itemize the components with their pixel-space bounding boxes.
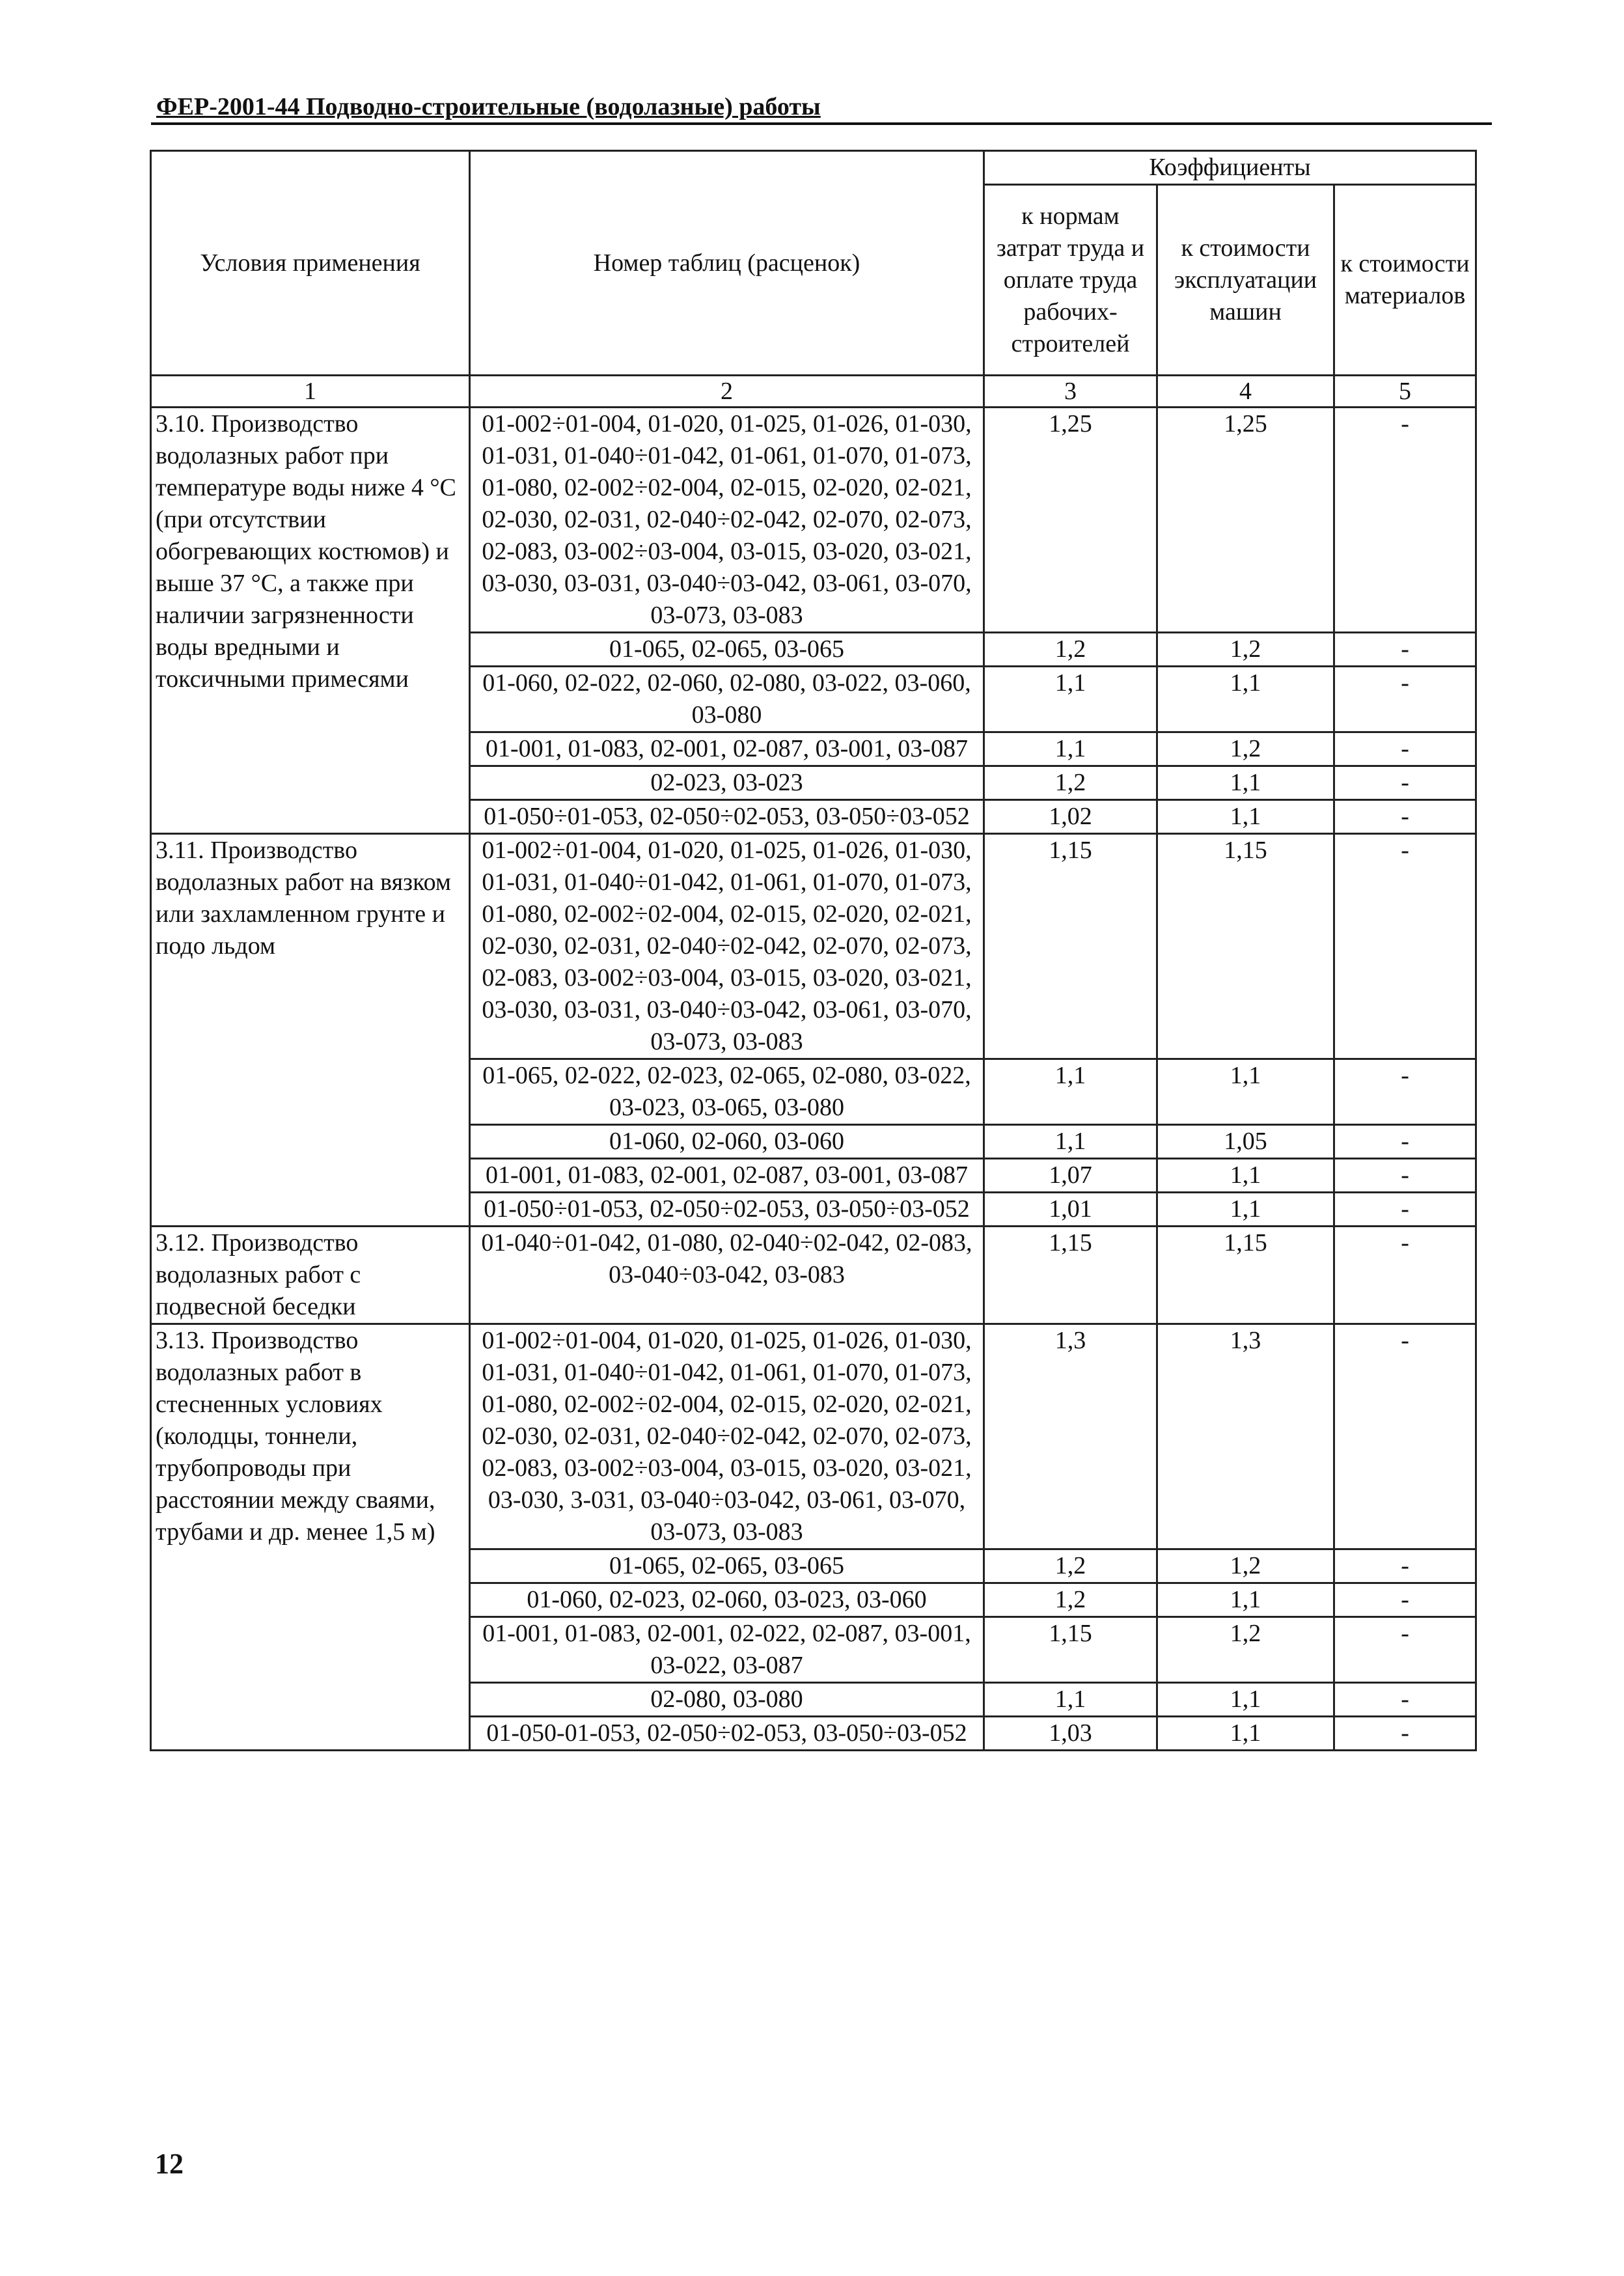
k-machines-cell: 1,25 — [1157, 408, 1334, 633]
table-numbers-cell: 01-050÷01-053, 02-050÷02-053, 03-050÷03-052 — [470, 1193, 984, 1227]
k-labor-cell: 1,15 — [984, 1227, 1157, 1324]
column-number: 3 — [984, 376, 1157, 408]
k-labor-cell: 1,2 — [984, 766, 1157, 800]
k-materials-cell: - — [1334, 1583, 1476, 1617]
k-materials-cell: - — [1334, 1193, 1476, 1227]
k-materials-cell: - — [1334, 1617, 1476, 1683]
table-numbers-cell: 01-065, 02-022, 02-023, 02-065, 02-080, 03-022, 03-023, 03-065, 03-080 — [470, 1059, 984, 1125]
k-machines-cell: 1,1 — [1157, 800, 1334, 834]
coefficients-table — [150, 150, 1477, 1751]
k-machines-cell: 1,1 — [1157, 1059, 1334, 1125]
table-numbers-cell: 01-060, 02-022, 02-060, 02-080, 03-022, 03-060, 03-080 — [470, 667, 984, 732]
column-number-row — [151, 376, 1476, 408]
k-labor-cell: 1,2 — [984, 1549, 1157, 1583]
k-machines-cell: 1,1 — [1157, 1583, 1334, 1617]
coefficients-table-container — [150, 150, 1475, 1751]
k-materials-cell: - — [1334, 633, 1476, 667]
header-table-numbers: Номер таблиц (расценок) — [470, 151, 984, 376]
header-k-labor: к нормам затрат труда и оплате труда рабочих-строителей — [984, 185, 1157, 376]
table-numbers-cell: 01-060, 02-023, 02-060, 03-023, 03-060 — [470, 1583, 984, 1617]
condition-cell: 3.13. Производство водолазных работ в стесненных условиях (колодцы, тоннели, трубопроводы при расстоянии между сваями, трубами и др. менее 1,5 м) — [151, 1324, 470, 1751]
k-labor-cell: 1,1 — [984, 1059, 1157, 1125]
k-machines-cell: 1,1 — [1157, 1717, 1334, 1751]
table-numbers-cell: 01-002÷01-004, 01-020, 01-025, 01-026, 01-030, 01-031, 01-040÷01-042, 01-061, 01-070, 01-073, 01-080, 02-002÷02-004, 02-015, 02-020, 02-021, 02-030, 02-031, 02-040÷02-042, 02-070, 02-073, 02-083, 03-002÷03-004, 03-015, 03-020, 03-021, 03-030, 03-031, 03-040÷03-042, 03-061, 03-070, 03-073, 03-083 — [470, 834, 984, 1059]
k-machines-cell: 1,05 — [1157, 1125, 1334, 1159]
column-number: 2 — [470, 376, 984, 408]
table-numbers-cell: 01-001, 01-083, 02-001, 02-087, 03-001, 03-087 — [470, 1159, 984, 1193]
k-materials-cell: - — [1334, 1717, 1476, 1751]
column-number: 1 — [151, 376, 470, 408]
k-machines-cell: 1,2 — [1157, 1549, 1334, 1583]
k-materials-cell: - — [1334, 766, 1476, 800]
k-labor-cell: 1,07 — [984, 1159, 1157, 1193]
k-materials-cell: - — [1334, 800, 1476, 834]
k-labor-cell: 1,25 — [984, 408, 1157, 633]
k-machines-cell: 1,3 — [1157, 1324, 1334, 1549]
table-numbers-cell: 01-050-01-053, 02-050÷02-053, 03-050÷03-052 — [470, 1717, 984, 1751]
table-numbers-cell: 01-040÷01-042, 01-080, 02-040÷02-042, 02-083, 03-040÷03-042, 03-083 — [470, 1227, 984, 1324]
k-materials-cell: - — [1334, 1683, 1476, 1717]
k-machines-cell: 1,15 — [1157, 1227, 1334, 1324]
table-numbers-cell: 02-023, 03-023 — [470, 766, 984, 800]
k-machines-cell: 1,15 — [1157, 834, 1334, 1059]
header-coefficients: Коэффициенты — [984, 151, 1476, 185]
k-labor-cell: 1,2 — [984, 633, 1157, 667]
k-machines-cell: 1,1 — [1157, 667, 1334, 732]
table-numbers-cell: 01-001, 01-083, 02-001, 02-087, 03-001, 03-087 — [470, 732, 984, 766]
condition-cell: 3.10. Производство водолазных работ при температуре воды ниже 4 °С (при отсутствии обогревающих костюмов) и выше 37 °С, а также при наличии загрязненности воды вредными и токсичными примесями — [151, 408, 470, 834]
table-numbers-cell: 01-065, 02-065, 03-065 — [470, 633, 984, 667]
table-numbers-cell: 01-002÷01-004, 01-020, 01-025, 01-026, 01-030, 01-031, 01-040÷01-042, 01-061, 01-070, 01-073, 01-080, 02-002÷02-004, 02-015, 02-020, 02-021, 02-030, 02-031, 02-040÷02-042, 02-070, 02-073, 02-083, 03-002÷03-004, 03-015, 03-020, 03-021, 03-030, 3-031, 03-040÷03-042, 03-061, 03-070, 03-073, 03-083 — [470, 1324, 984, 1549]
table-numbers-cell: 02-080, 03-080 — [470, 1683, 984, 1717]
k-machines-cell: 1,1 — [1157, 1683, 1334, 1717]
table-numbers-cell: 01-050÷01-053, 02-050÷02-053, 03-050÷03-052 — [470, 800, 984, 834]
k-materials-cell: - — [1334, 1324, 1476, 1549]
k-materials-cell: - — [1334, 667, 1476, 732]
k-labor-cell: 1,15 — [984, 834, 1157, 1059]
k-materials-cell: - — [1334, 1549, 1476, 1583]
header-k-machines: к стоимости эксплуатации машин — [1157, 185, 1334, 376]
header-row-top — [151, 151, 1476, 185]
k-labor-cell: 1,03 — [984, 1717, 1157, 1751]
header-conditions: Условия применения — [151, 151, 470, 376]
k-labor-cell: 1,15 — [984, 1617, 1157, 1683]
k-materials-cell: - — [1334, 1159, 1476, 1193]
table-body — [151, 376, 1476, 1751]
k-materials-cell: - — [1334, 1227, 1476, 1324]
k-materials-cell: - — [1334, 1125, 1476, 1159]
header-k-materials: к стоимости материалов — [1334, 185, 1476, 376]
document-title: ФЕР-2001-44 Подводно-строительные (водолазные) работы — [156, 93, 821, 120]
table-row — [151, 834, 1476, 1059]
page-number: 12 — [155, 2148, 184, 2180]
k-machines-cell: 1,2 — [1157, 732, 1334, 766]
k-labor-cell: 1,1 — [984, 1683, 1157, 1717]
k-materials-cell: - — [1334, 1059, 1476, 1125]
table-row — [151, 1324, 1476, 1549]
k-machines-cell: 1,2 — [1157, 633, 1334, 667]
k-labor-cell: 1,01 — [984, 1193, 1157, 1227]
k-labor-cell: 1,1 — [984, 1125, 1157, 1159]
k-machines-cell: 1,1 — [1157, 1193, 1334, 1227]
table-numbers-cell: 01-065, 02-065, 03-065 — [470, 1549, 984, 1583]
table-numbers-cell: 01-002÷01-004, 01-020, 01-025, 01-026, 01-030, 01-031, 01-040÷01-042, 01-061, 01-070, 01-073, 01-080, 02-002÷02-004, 02-015, 02-020, 02-021, 02-030, 02-031, 02-040÷02-042, 02-070, 02-073, 02-083, 03-002÷03-004, 03-015, 03-020, 03-021, 03-030, 03-031, 03-040÷03-042, 03-061, 03-070, 03-073, 03-083 — [470, 408, 984, 633]
k-materials-cell: - — [1334, 732, 1476, 766]
running-header — [151, 91, 1492, 125]
column-number: 5 — [1334, 376, 1476, 408]
k-machines-cell: 1,1 — [1157, 766, 1334, 800]
condition-cell: 3.12. Производство водолазных работ с подвесной беседки — [151, 1227, 470, 1324]
k-materials-cell: - — [1334, 408, 1476, 633]
k-labor-cell: 1,3 — [984, 1324, 1157, 1549]
condition-cell: 3.11. Производство водолазных работ на вязком или захламленном грунте и подо льдом — [151, 834, 470, 1227]
k-labor-cell: 1,2 — [984, 1583, 1157, 1617]
k-labor-cell: 1,02 — [984, 800, 1157, 834]
table-numbers-cell: 01-001, 01-083, 02-001, 02-022, 02-087, 03-001, 03-022, 03-087 — [470, 1617, 984, 1683]
k-machines-cell: 1,1 — [1157, 1159, 1334, 1193]
k-materials-cell: - — [1334, 834, 1476, 1059]
k-machines-cell: 1,2 — [1157, 1617, 1334, 1683]
table-row — [151, 408, 1476, 633]
table-row — [151, 1227, 1476, 1324]
table-numbers-cell: 01-060, 02-060, 03-060 — [470, 1125, 984, 1159]
k-labor-cell: 1,1 — [984, 667, 1157, 732]
column-number: 4 — [1157, 376, 1334, 408]
k-labor-cell: 1,1 — [984, 732, 1157, 766]
